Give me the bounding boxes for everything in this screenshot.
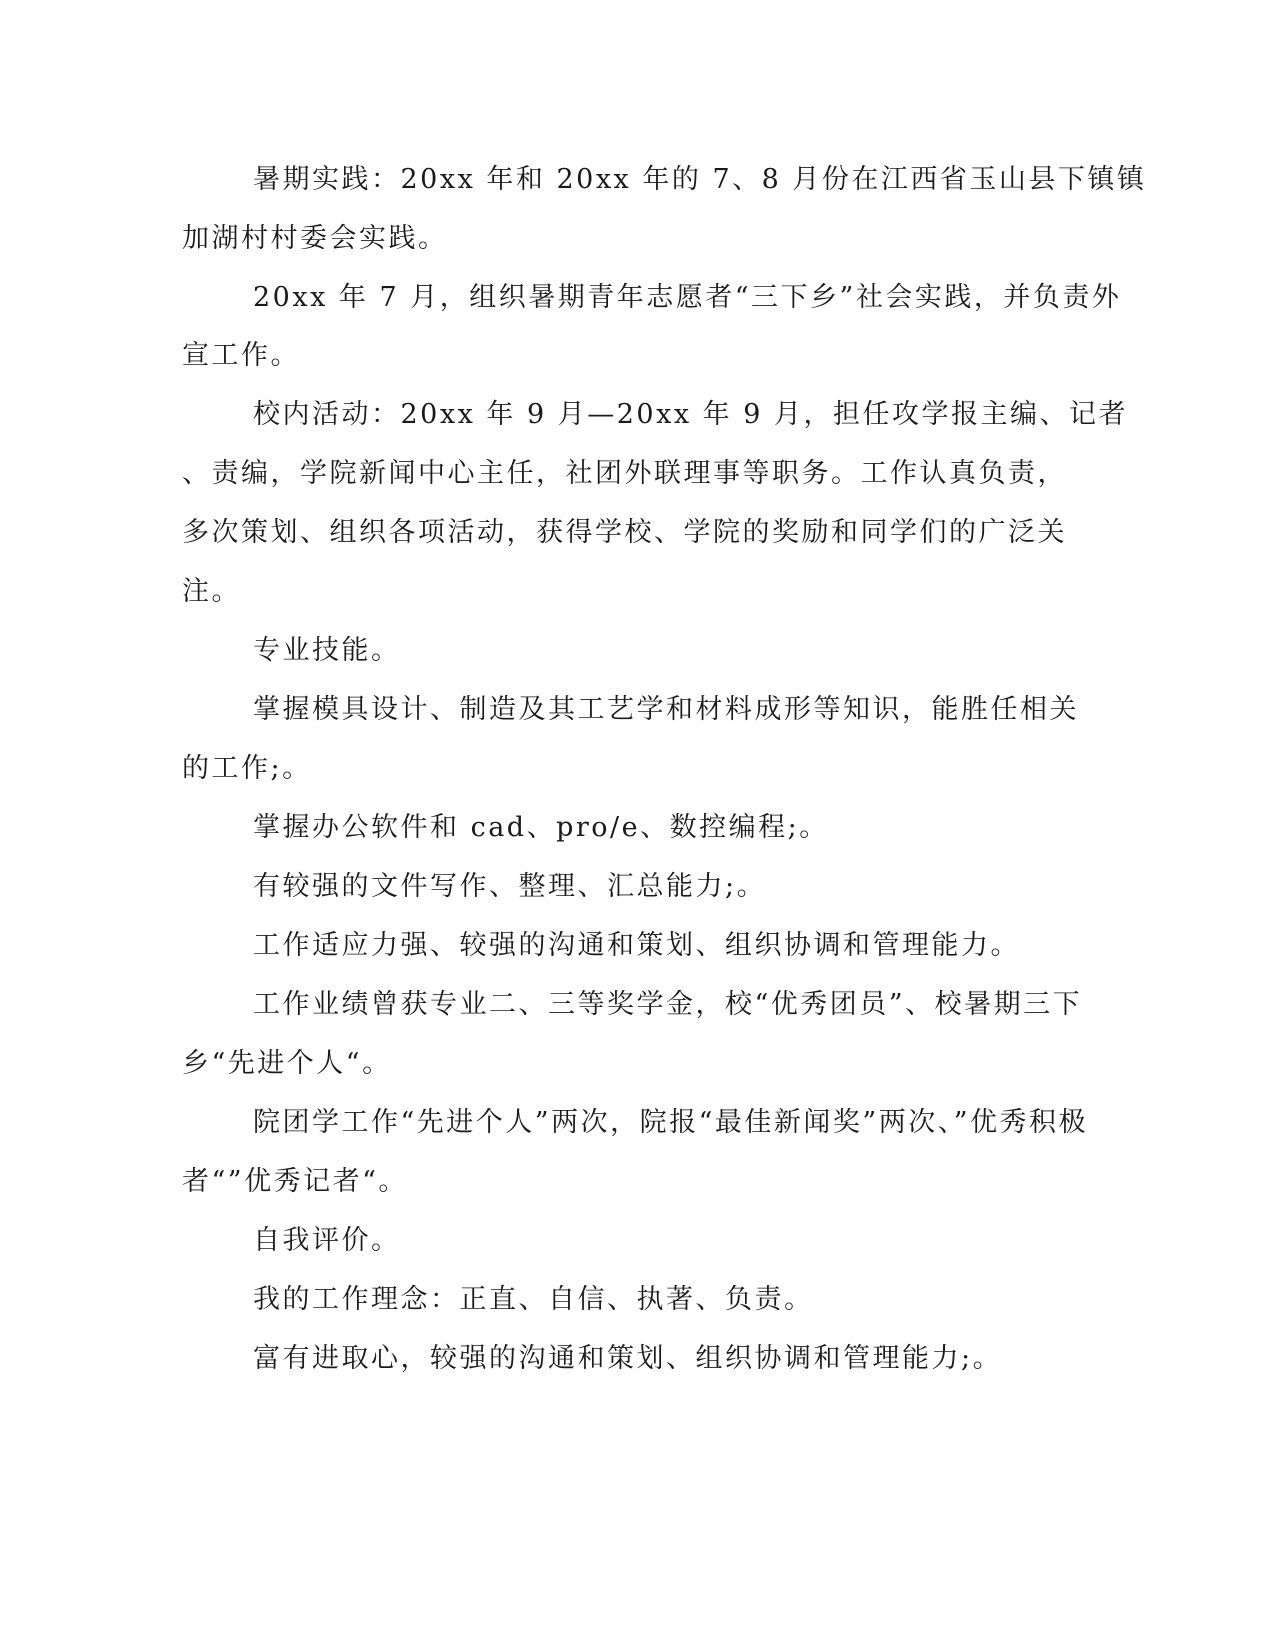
paragraph-honors-line-2: 者“”优秀记者“。: [182, 1166, 408, 1197]
paragraph-campus-line-3: 多次策划、组织各项活动，获得学校、学院的奖励和同学们的广泛关: [182, 517, 1067, 548]
paragraph-campus-line-2: 、责编，学院新闻中心主任，社团外联理事等职务。工作认真负责，: [182, 458, 1067, 489]
section-heading-self-evaluation: 自我评价。: [253, 1225, 401, 1256]
paragraph-campus-line-4: 注。: [182, 576, 241, 607]
paragraph-achievements-line-1: 工作业绩曾获专业二、三等奖学金，校“优秀团员”、校暑期三下: [253, 989, 1083, 1020]
paragraph-writing: 有较强的文件写作、整理、汇总能力;。: [253, 871, 767, 902]
paragraph-volunteer-line-1: 20xx 年 7 月，组织暑期青年志愿者“三下乡”社会实践，并负责外: [253, 282, 1122, 313]
section-heading-skills: 专业技能。: [253, 635, 401, 666]
paragraph-software: 掌握办公软件和 cad、pro/e、数控编程;。: [253, 812, 829, 843]
paragraph-adaptability: 工作适应力强、较强的沟通和策划、组织协调和管理能力。: [253, 930, 1020, 961]
paragraph-volunteer-line-2: 宣工作。: [182, 340, 300, 371]
paragraph-summer-practice-line-1: 暑期实践：20xx 年和 20xx 年的 7、8 月份在江西省玉山县下镇镇: [253, 164, 1147, 195]
paragraph-mold-line-1: 掌握模具设计、制造及其工艺学和材料成形等知识，能胜任相关: [253, 694, 1079, 725]
paragraph-work-philosophy: 我的工作理念：正直、自信、执著、负责。: [253, 1284, 814, 1315]
paragraph-summer-practice-line-2: 加湖村村委会实践。: [182, 223, 448, 254]
paragraph-campus-line-1: 校内活动：20xx 年 9 月—20xx 年 9 月，担任攻学报主编、记者: [253, 399, 1128, 430]
paragraph-initiative: 富有进取心，较强的沟通和策划、组织协调和管理能力;。: [253, 1343, 1003, 1374]
paragraph-mold-line-2: 的工作;。: [182, 753, 312, 784]
paragraph-achievements-line-2: 乡“先进个人“。: [182, 1048, 392, 1079]
paragraph-honors-line-1: 院团学工作“先进个人”两次，院报“最佳新闻奖”两次、”优秀积极: [253, 1107, 1089, 1138]
